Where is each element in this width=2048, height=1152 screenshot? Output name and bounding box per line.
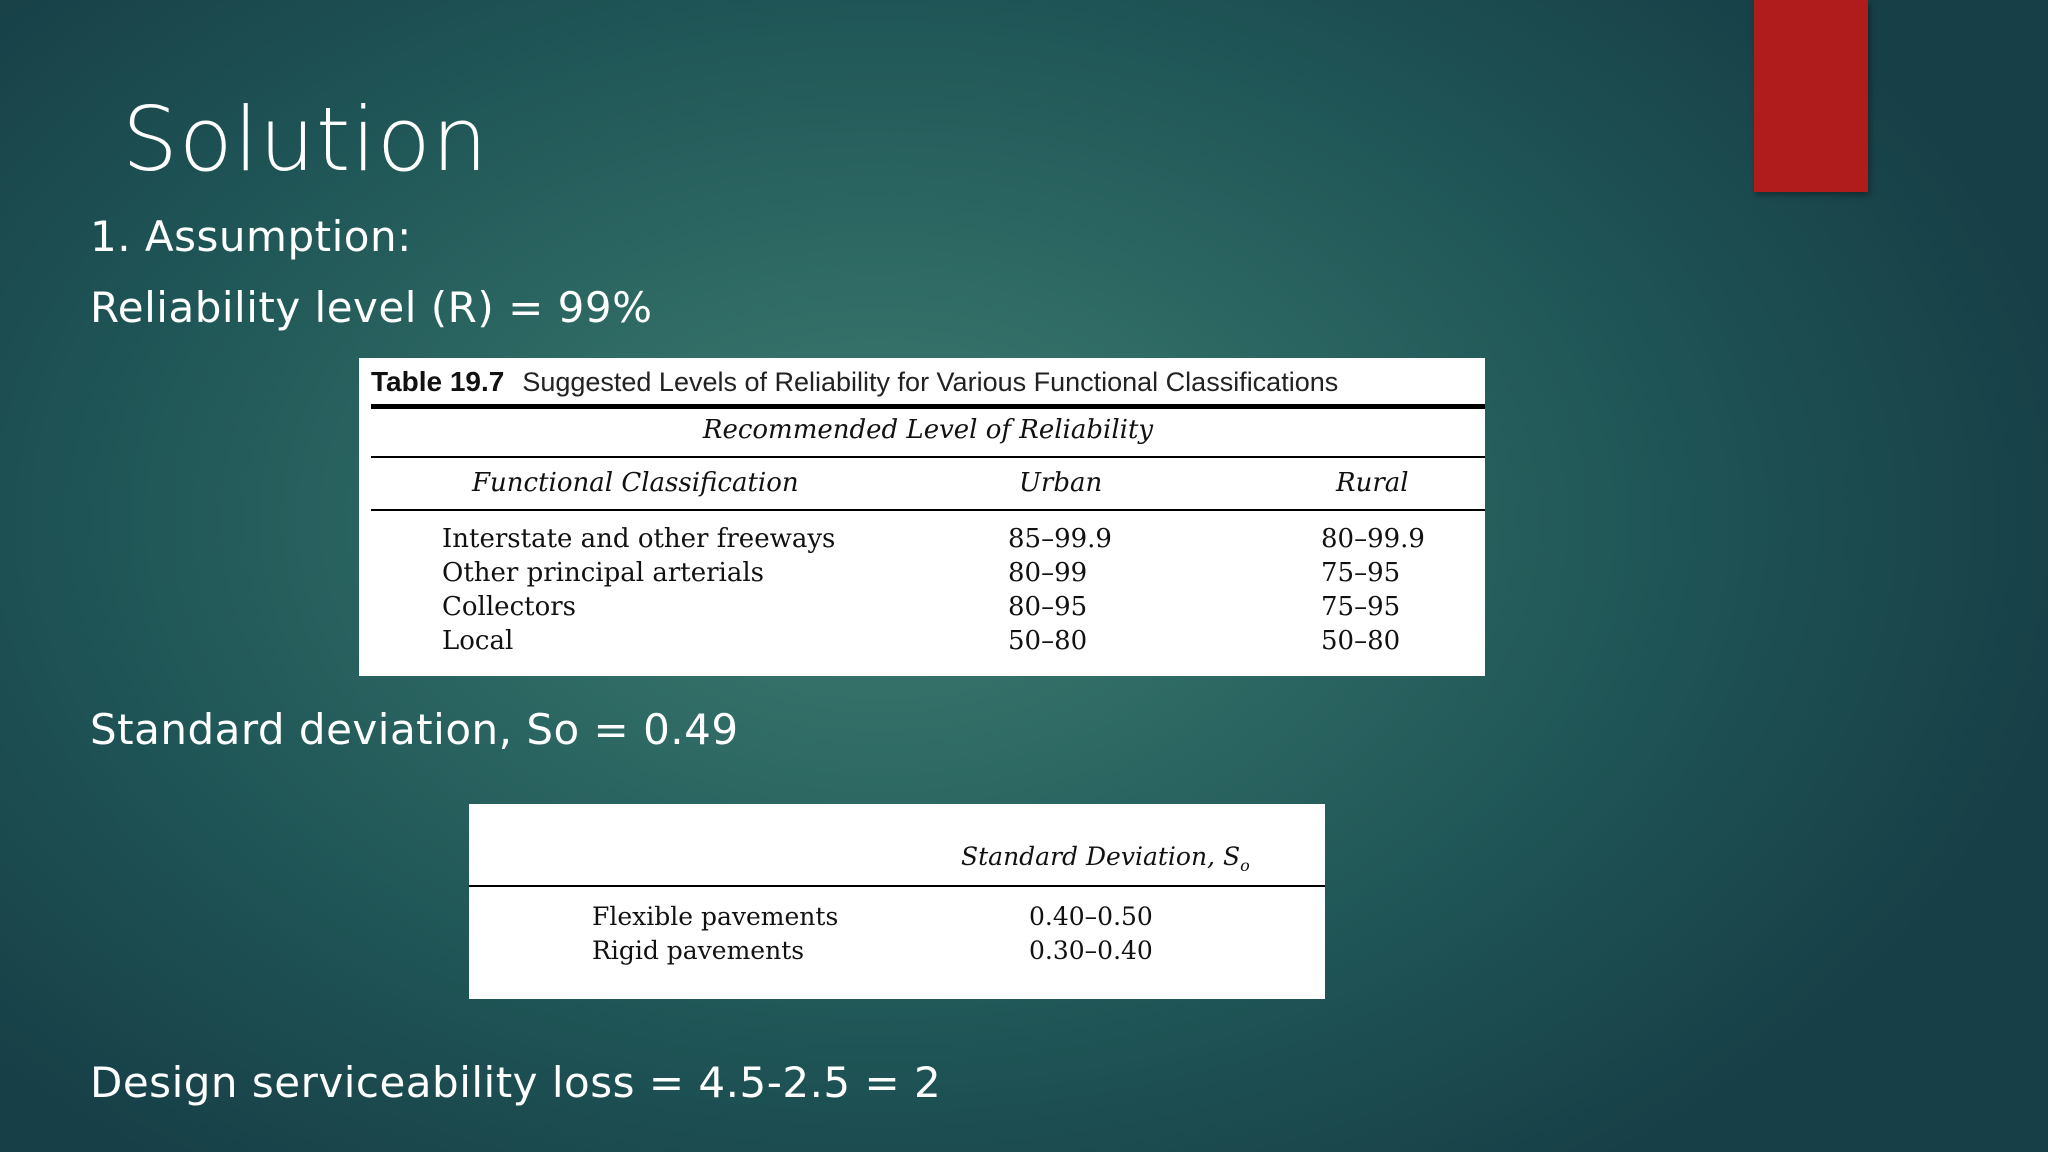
cell-classification: Local [442,626,514,656]
cell-std-dev-value: 0.30–0.40 [1029,936,1153,965]
table-group-rule [371,456,1485,458]
table-group-header: Recommended Level of Reliability [702,415,1154,445]
std-dev-header-text: Standard Deviation, S [961,842,1241,871]
reliability-line: Reliability level (R) = 99% [90,283,653,332]
cell-classification: Collectors [442,592,576,622]
cell-rural: 75–95 [1321,592,1401,622]
column-header-rural: Rural [1336,468,1409,498]
std-dev-column-header [961,840,1250,883]
std-dev-line: Standard deviation, So = 0.49 [90,705,739,754]
serviceability-line: Design serviceability loss = 4.5-2.5 = 2 [90,1058,942,1107]
cell-urban: 80–95 [1008,592,1088,622]
table-number: Table 19.7 [371,366,505,397]
column-header-classification: Functional Classification [472,468,799,498]
std-dev-table [469,804,1325,999]
table-row [359,624,1485,658]
table-row [469,900,1325,934]
assumption-heading: 1. Assumption: [90,212,412,261]
table-row [359,590,1485,624]
cell-urban: 85–99.9 [1008,524,1112,554]
reliability-table [359,358,1485,676]
cell-rural: 50–80 [1321,626,1401,656]
cell-urban: 50–80 [1008,626,1088,656]
table-row [359,556,1485,590]
table-row [359,522,1485,556]
cell-classification: Interstate and other freeways [442,524,836,554]
table-row [469,934,1325,968]
cell-rural: 75–95 [1321,558,1401,588]
cell-pavement-type: Flexible pavements [592,902,839,931]
cell-std-dev-value: 0.40–0.50 [1029,902,1153,931]
table-caption [371,360,1338,404]
table-top-rule [371,404,1485,409]
table-caption-text: Suggested Levels of Reliability for Various Functional Classifications [522,367,1339,397]
std-dev-header-rule [469,885,1325,887]
cell-pavement-type: Rigid pavements [592,936,805,965]
cell-urban: 80–99 [1008,558,1088,588]
slide-title: Solution [122,88,489,191]
cell-rural: 80–99.9 [1321,524,1425,554]
table-header-rule [371,509,1485,511]
accent-bar [1754,0,1868,192]
column-header-urban: Urban [1019,468,1103,498]
std-dev-header-subscript: o [1240,856,1250,875]
cell-classification: Other principal arterials [442,558,764,588]
